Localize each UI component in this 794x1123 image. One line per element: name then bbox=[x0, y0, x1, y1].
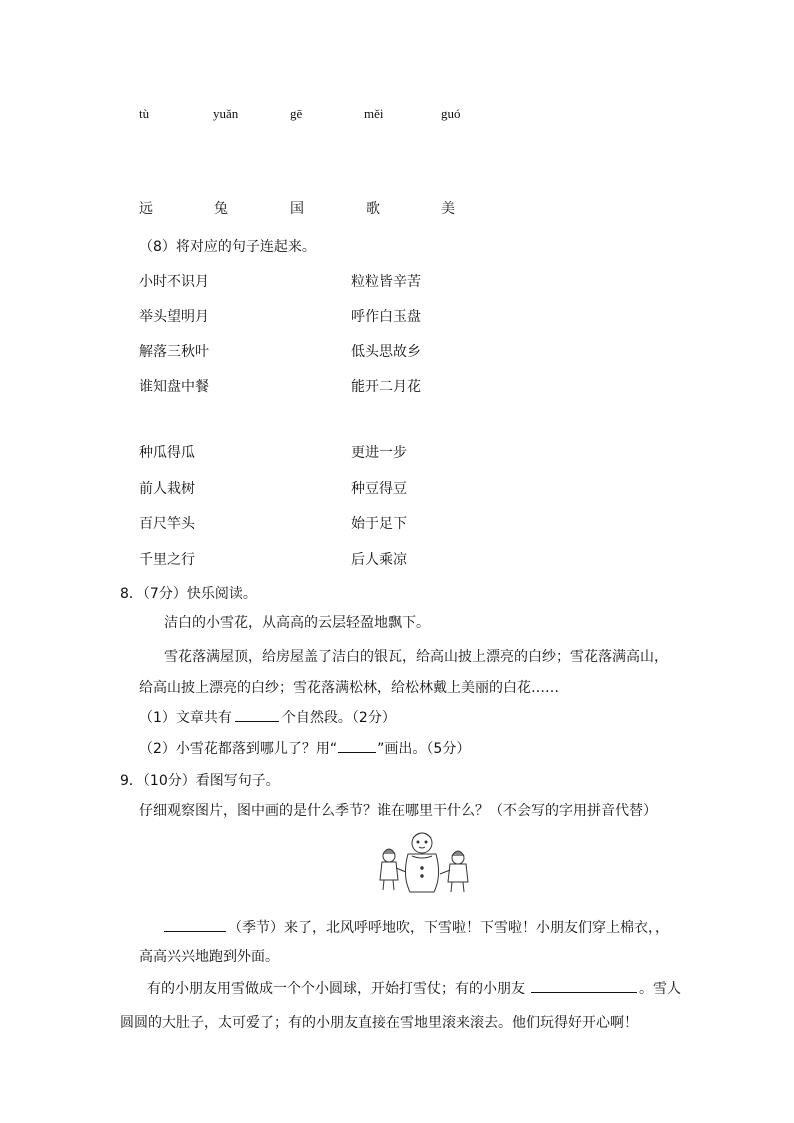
underline-sample bbox=[338, 751, 376, 753]
sub-question-2 bbox=[139, 738, 470, 758]
character-item: 国 bbox=[290, 201, 304, 217]
season-blank[interactable] bbox=[164, 930, 226, 932]
sub-question-1 bbox=[139, 707, 396, 727]
question-8-title: 8．（7分）快乐阅读。 bbox=[120, 586, 257, 602]
child-right-body bbox=[448, 864, 468, 882]
poem-left-line: 谁知盘中餐 bbox=[139, 379, 209, 395]
pinyin-item: guó bbox=[441, 106, 461, 121]
writing-line-1 bbox=[164, 917, 669, 937]
passage-paragraph-1: 洁白的小雪花，从高高的云层轻盈地飘下。 bbox=[164, 615, 430, 631]
pinyin-item: gē bbox=[290, 106, 303, 121]
question-9-instruction: 仔细观察图片，图中画的是什么季节？谁在哪里干什么？（不会写的字用拼音代替） bbox=[139, 803, 657, 819]
proverb-right-line: 种豆得豆 bbox=[351, 481, 407, 497]
passage-paragraph-2-line-2: 给高山披上漂亮的白纱；雪花落满松林，给松林戴上美丽的白花…… bbox=[139, 680, 559, 696]
sub-question-2-prefix: （2）小雪花都落到哪儿了？用“ bbox=[139, 741, 338, 757]
answer-blank[interactable] bbox=[235, 720, 279, 722]
matching-instruction: （8）将对应的句子连起来。 bbox=[139, 239, 316, 255]
sub-question-1-suffix: 个自然段。（2分） bbox=[281, 710, 396, 726]
passage-paragraph-2-line-1: 雪花落满屋顶，给房屋盖了洁白的银瓦，给高山披上漂亮的白纱；雪花落满高山， bbox=[164, 649, 668, 665]
proverb-left-line: 百尺竿头 bbox=[139, 516, 195, 532]
poem-left-line: 小时不识月 bbox=[139, 274, 209, 290]
character-item: 兔 bbox=[214, 201, 228, 217]
writing-line-1-text: （季节）来了，北风呼呼地吹，下雪啦！下雪啦！小朋友们穿上棉衣，， bbox=[228, 920, 669, 936]
proverb-right-line: 后人乘凉 bbox=[351, 552, 407, 568]
child-left-body bbox=[380, 862, 398, 880]
sub-question-1-prefix: （1）文章共有 bbox=[139, 710, 232, 726]
snowman-kids-illustration bbox=[372, 826, 472, 896]
snowman-hat bbox=[413, 833, 431, 838]
pinyin-item: yuǎn bbox=[213, 106, 239, 121]
snowman-scarf bbox=[412, 856, 432, 858]
question-9-title: 9．（10分）看图写句子。 bbox=[120, 773, 280, 789]
poem-right-line: 能开二月花 bbox=[351, 379, 421, 395]
writing-line-2: 高高兴兴地跑到外面。 bbox=[139, 949, 279, 965]
sub-question-2-suffix: ”画出。（5分） bbox=[377, 741, 471, 757]
writing-line-4: 圆圆的大肚子，太可爱了；有的小朋友直接在雪地里滚来滚去。他们玩得好开心啊！ bbox=[120, 1015, 638, 1031]
proverb-left-line: 前人栽树 bbox=[139, 481, 195, 497]
proverb-left-line: 种瓜得瓜 bbox=[139, 445, 195, 461]
snowman-body bbox=[405, 854, 438, 892]
poem-right-line: 粒粒皆辛苦 bbox=[351, 274, 421, 290]
activity-blank[interactable] bbox=[531, 991, 637, 993]
poem-right-line: 低头思故乡 bbox=[351, 344, 421, 360]
character-item: 远 bbox=[139, 201, 153, 217]
pinyin-item: tù bbox=[139, 106, 150, 121]
proverb-right-line: 始于足下 bbox=[351, 516, 407, 532]
writing-line-3-suffix: 。雪人 bbox=[639, 981, 681, 997]
poem-right-line: 呼作白玉盘 bbox=[351, 309, 421, 325]
character-item: 美 bbox=[441, 201, 455, 217]
poem-left-line: 解落三秋叶 bbox=[139, 344, 209, 360]
writing-line-3-prefix: 有的小朋友用雪做成一个个小圆球，开始打雪仗；有的小朋友 bbox=[147, 981, 525, 997]
poem-left-line: 举头望明月 bbox=[139, 309, 209, 325]
proverb-left-line: 千里之行 bbox=[139, 552, 195, 568]
character-item: 歌 bbox=[366, 201, 380, 217]
pinyin-item: měi bbox=[364, 106, 384, 121]
proverb-right-line: 更进一步 bbox=[351, 445, 407, 461]
writing-line-3 bbox=[147, 978, 681, 998]
